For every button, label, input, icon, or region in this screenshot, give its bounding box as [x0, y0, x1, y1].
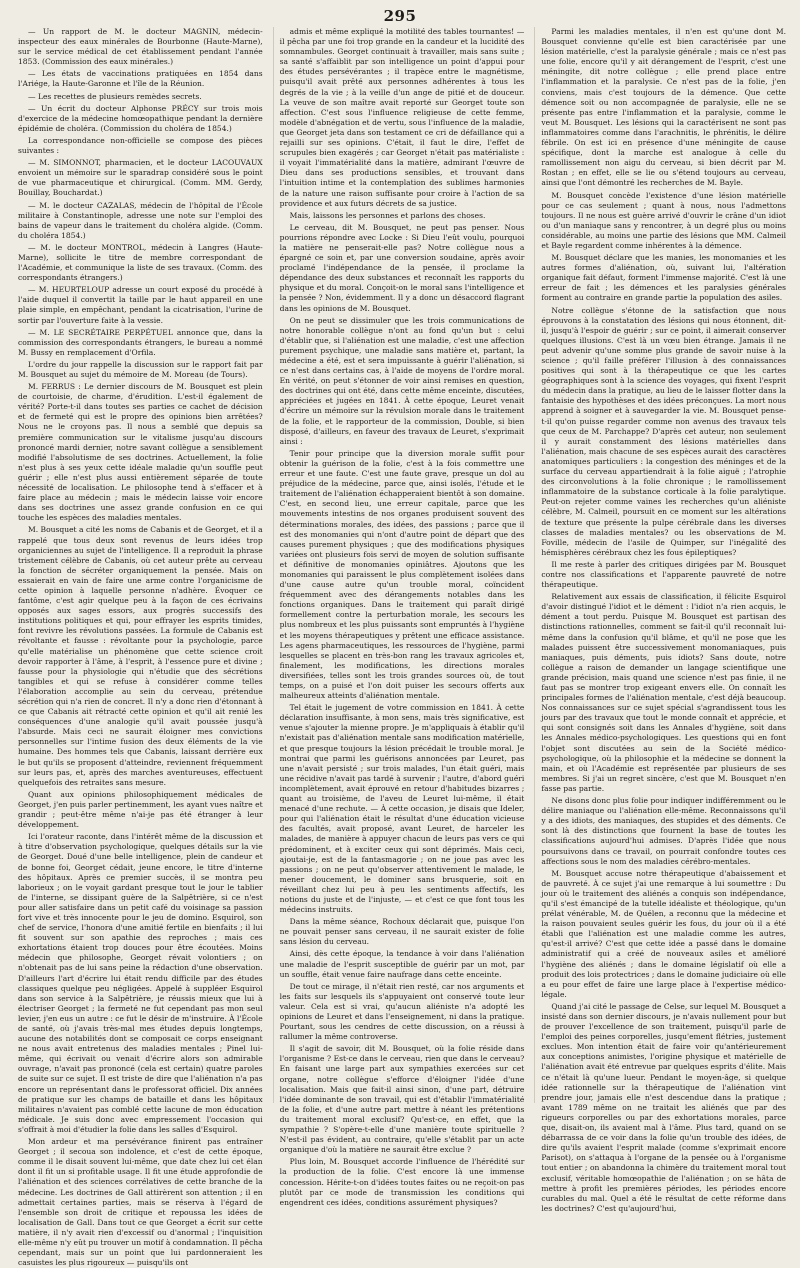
paragraph: On ne peut se dissimuler que les trois communications de notre honorable collègue n'ont au fond qu'un but : celui d'établir que, si l'aliénation est une maladie, c'est une affection purement psychique, une maladie sans matière et, partant, la médecine a été, est et sera impuissante à guérir l'aliénation, si ce n'est dans certains cas, à l'aide de moyens de l'ordre moral. En vérité, on peut s'étonner de voir ainsi remises en question, des doctrines qui ont été, dans cette même enceinte, discutées, appréciées et jugées en 1841. À cette époque, Leuret venait d'écrire un mémoire sur la révulsion morale dans le traitement de la folie, et le rapporteur de la commission, Double, si bien disposé, d'ailleurs, en faveur des travaux de Leuret, s'exprimait ainsi : — [279, 315, 525, 446]
paragraph: Tel était le jugement de votre commission en 1841. À cette déclaration insuffisante, à mon sens, mais très significative, est venue s'ajouter la mienne propre. Je m'appliquais à établir qu'il n'existait pas d'aliénation mentale sans modification matérielle, et que presque toujours la lésion précédait le trouble moral. Je montrai que parmi les guérisons annoncées par Leuret, pas une n'avait persisté ; sur trois malades, l'un était guéri, mais une récidive n'avait pas tardé à survenir ; l'autre, d'abord guéri incomplètement, avait éprouvé en retour d'habitudes bizarres ; quant au troisième, de l'aveu de Leuret lui-même, il était menacé d'une rechute. — À cette occasion, je disais que Ideler, pour qui l'aliénation était le résultat d'une éducation vicieuse des facultés, avait proposé, avant Leuret, de harceler les malades, de manière à appuyer chacun de leurs pas vers ce qui prédominent, et à exciter ceux qui sont déprimés. Mais ceci, ajoutai-je, est de la fantasmagorie ; on ne joue pas avec les passions ; on ne peut qu'observer attentivement le malade, le mener doucement, le dominer sans brusquerie, soit en réveillant chez lui peu à peu les sentiments affectifs, les notions du juste et de l'injuste, — et c'est ce que font tous les médecins instruits. — [279, 703, 525, 915]
paragraph: — Un rapport de M. le docteur MAGNIN, médecin-inspecteur des eaux minérales de Bourbonne (Haute-Marne), sur le service médical de cet établissement pendant l'année 1853. (Commission des eaux minérales.) — [18, 27, 263, 67]
paragraph: De tout ce mirage, il n'était rien resté, car nos arguments et les faits sur lesquels ils s'appuyaient ont conservé toute leur valeur. Cela est si vrai, qu'aucun aliéniste n'a adopté les opinions de Leuret et dans l'enseignement, ni dans la pratique. Pourtant, sous les cendres de cette discussion, on a réussi à rallumer la même controverse. — [279, 981, 525, 1042]
paragraph: Relativement aux essais de classification, il félicite Esquirol d'avoir distingué l'idiot et le dément : l'idiot n'a rien acquis, le dément a tout perdu. Puisque M. Bousquet est partisan des distinctions rationnelles, comment se fait-il qu'il reconnaît lui-même dans la confusion qu'il blâme, et qu'il ne pose que les malades puissent être successivement monomaniaques, puis maniaques, puis déments, puis idiots? Sans doute, notre collègue a raison de demander un langage scientifique une grande précision, mais quand une science n'est pas finie, il ne faut pas se montrer trop exigeant envers elle. On connaît les principales formes de l'aliénation mentale, c'est déjà beaucoup. Nos connaissances sur ce sujet spécial s'agrandissent tous les jours par des travaux que tout le monde connaît et apprécie, et qui sont consignés soit dans les Annales d'hygiène, soit dans les Annales médico-psychologiques. Les questions qui en font l'objet sont discutées au sein de la Société médico-psychologique, où la philosophie et la médecine se donnent la main, et où l'Académie est représentée par plusieurs de ses membres. Si j'ai un regret sincère, c'est que M. Bousquet n'en fasse pas partie. — [541, 592, 787, 793]
paragraph: Mon ardeur et ma persévérance finirent pas entraîner Georget ; il secoua son indolence, et c'est de cette époque, comme il le disait souvent lui-même, que date chez lui cet élan dont il fit un si profitable usage. Il fit une étude approfondie de l'aliénation et des sciences corrélatives de cette branche de la médecine. Les doctrines de Gall attirèrent son attention ; il en admettait certaines parties, mais se réserva à l'égard de l'ensemble son droit de critique et repoussa les idées de localisation de Gall. Dans tout ce que Georget a écrit sur cette matière, il n'y avait rien d'excessif ou d'anormal ; l'inquisition elle-même n'y eût pu trouver un motif à condamnation. Il pêcha cependant, mais sur un point que lui pardonneraient les casuistes les plus rigoureux — puisqu'ils ont — [18, 1137, 263, 1268]
paragraph: La correspondance non-officielle se compose des pièces suivantes : — [18, 135, 263, 156]
paragraph: Quant aux opinions philosophiquement médicales de Georget, j'en puis parler pertinemment, les ayant vues naître et grandir ; peut-être même n'ai-je pas été étranger à leur développement. — [18, 789, 263, 830]
paragraph: Ainsi, dès cette époque, la tendance à voir dans l'aliénation une maladie de l'esprit susceptible de guérir par un mot, par un souffle, était venue faire naufrage dans cette enceinte. — [279, 949, 525, 979]
paragraph: M. Bousquet a cité les noms de Cabanis et de Georget, et il a rappelé que tous deux sont revenus de leurs idées trop organiciennes au sujet de l'intelligence. Il a reproduit la phrase tristement célèbre de Cabanis, où cet auteur prête au cerveau la fonction de sécréter organiquement la pensée. Mais on essaierait en vain de faire une arme contre l'organicisme de cette opinion à laquelle personne n'adhère. Évoquer ce fantôme, c'est agir quelque peu à la façon de ces écrivains opposés aux sages essors, aux progrès successifs des institutions politiques et qui, pour effrayer les esprits timides, font revivre les révolutions passées. La formule de Cabanis est révoltante et fausse : révoltante pour la psychologie, parce qu'elle matérialise un phénomène que cette science croit devoir rapporter à l'âme, à l'esprit, à l'essence pure et divine ; fausse pour la physiologie qui n'étudie que des sécrétions tangibles et qui se refuse à considérer comme telles l'élaboration accomplie au sein du cerveau, prétendue sécrétion qui n'a rien de concret. Il n'y a donc rien d'étonnant à ce que Cabanis ait rétracté cette opinion et qu'il ait renié les conséquences d'une analogie qu'il avait poussée jusqu'à l'absurde. Mais ceci ne saurait éloigner mes convictions personnelles sur l'intime fusion des deux éléments de la vie humaine. Des hommes tels que Cabanis, laissant derrière eux le but qu'ils se proposent d'atteindre, reviennent fréquemment sur leurs pas, et, après des marches aventureuses, effectuent quelquefois des retraites sans mesure. — [18, 525, 263, 787]
paragraph: — M. le docteur CAZALAS, médecin de l'hôpital de l'École militaire à Constantinople, adresse une note sur l'emploi des bains de vapeur dans le traitement du choléra algide. (Comm. du choléra 1854.) — [18, 200, 263, 240]
paragraph: Quand j'ai cité le passage de Celse, sur lequel M. Bousquet a insisté dans son dernier discours, je n'avais nullement pour but de prouver l'excellence de son traitement, puisqu'il parle de l'emploi des peines corporelles, jusqu'ement flétries, justement exclues. Mon intention était de faire voir qu'antérieurement aux conceptions animistes, l'origine physique et matérielle de l'aliénation avait été entrevue par quelques esprits d'élite. Mais ce n'était là qu'une lueur. Pendant le moyen-âge, si quelque idée rationnelle sur la thérapeutique de l'aliénation vint prendre jour, jamais elle n'est descendue dans la pratique ; avant 1789 même on ne traitait les aliénés que par des rigueurs corporelles ou par des exhortations morales, parce que, disait-on, ils avaient mal à l'âme. Plus tard, quand on se débarrassa de ce voir dans la folie qu'un trouble des idées, de dire qu'ils avaient l'esprit malade (comme s'exprimait encore Parisot), on s'attaqua à l'organe de la pensée ou à l'organisme tout entier ; on abandonna la chimère du traitement moral tout exclusif, véritable homœopathie de l'aliénation ; on se hâta de mettre à profit les premières périodes, les périodes encore curables du mal. Quel a été le résultat de cette réforme dans les doctrines? C'est qu'aujourd'hui, — [541, 1001, 787, 1213]
paragraph: — M. SIMONNOT, pharmacien, et le docteur LACOUVAUX envoient un mémoire sur le sparadrap considéré sous le point de vue pharmaceutique et chirurgical. (Comm. MM. Gerdy, Bouillay, Bouchardat.) — [18, 158, 263, 198]
column-middle — [273, 27, 525, 1207]
paragraph: Dans la même séance, Rochoux déclarait que, puisque l'on ne pouvait penser sans cerveau, il ne saurait exister de folie sans lésion du cerveau. — [279, 917, 525, 947]
paragraph: Mais, laissons les personnes et parlons des choses. — [289, 210, 486, 220]
column-right — [534, 27, 787, 1213]
paragraph: Notre collègue s'étonne de la satisfaction que nous éprouvons à la constatation des lésions qui nous étonnent, dit-il, jusqu'à l'espoir de guérir ; sur ce point, il aimerait conserver quelques illusions. C'est là un vœu bien étrange. Jamais il ne peut advenir qu'une somme plus grande de savoir nuise à la science ; qu'il faille préférer l'illusion à des connaissances positives qui sont à la thérapeutique ce que les cartes géographiques sont à la science des voyages, qui fixent l'esprit du médecin dans la pratique, au lieu de le laisser flotter dans la fantaisie des hypothèses et des idées préconçues. La mort nous apprend à soigner et à sauvegarder la vie. M. Bousquet pense-t-il qu'on puisse regarder comme non avenus des travaux tels que ceux de M. Parchappe? D'après cet auteur, non seulement il y aurait constamment des lésions matérielles dans l'aliénation, mais chacune de ses espèces aurait des caractères anatomiques particuliers : la congestion des méninges et de la surface du cerveau appartiendrait à la folie aiguë ; l'atrophie des circonvolutions à la folie chronique ; le ramollissement inflammatoire de la substance corticale à la folie paralytique. Peut-on rejeter comme vaines les recherches qu'un aliéniste célèbre, M. Calmeil, poursuit en ce moment sur les altérations de texture que présente la pulpe cérébrale dans les diverses classes de maladies mentales? ou les observations de M. Foville, médecin de l'asile de Quimper, sur l'inégalité des hémisphères cérébraux chez les fous épileptiques? — [541, 305, 787, 557]
column-left — [18, 27, 263, 1268]
paragraph: M. Bousquet accuse notre thérapeutique d'abaissement et de pauvreté. À ce sujet j'ai une remarque à lui soumettre : Du jour où le traitement des aliénés a conquis son indépendance, qu'il s'est émancipé de la tutelle idéaliste et théologique, qu'un prélat vénérable, M. de Quélen, a reconnu que la médecine et la raison pouvaient seules guérir les fous, du jour où il a été établi que l'aliénation est une maladie comme les autres, qu'est-il arrivé? C'est que cette idée a passé dans le domaine administratif qui a créé de nouveaux asiles et amélioré l'hygiène des aliénés ; dans le domaine législatif où elle a produit des lois protectrices ; dans le domaine judiciaire où elle a eu pour effet de faire une large place à l'expertise médico-légale. — [541, 868, 787, 999]
paragraph: Plus loin, M. Bousquet accorde l'influence de l'hérédité sur la production de la folie. C'est encore là une immense concession. Hérite-t-on d'idées toutes faites ou ne reçoit-on pas plutôt par ce mode de transmission les conditions qui engendrent ces idées, conditions assurément physiques? — [279, 1157, 525, 1207]
paragraph: Le cerveau, dit M. Bousquet, ne peut pas penser. Nous pourrions répondre avec Locke : Si Dieu l'eût voulu, pourquoi la matière ne penserait-elle pas? Notre collègue nous a épargné ce soin et, par une conversion soudaine, après avoir proclamé l'indépendance de la pensée, il proclame la dépendance des deux substances et reconnaît les rapports du physique et du moral. Conçoit-on le moral sans l'intelligence et la pensée ? Non, évidemment. Il y a donc un désaccord flagrant dans les opinions de M. Bousquet. — [279, 222, 525, 313]
paragraph: — Un écrit du docteur Alphonse PRÉCY sur trois mois d'exercice de la médecine homœopathique pendant la dernière épidémie de choléra. (Commission du choléra de 1854.) — [18, 103, 263, 133]
paragraph: — Les recettes de plusieurs remèdes secrets. — [28, 91, 202, 101]
paragraph: Ici l'orateur raconte, dans l'intérêt même de la discussion et à titre d'observation psychologique, quelques détails sur la vie de Georget. Doué d'une belle intelligence, plein de candeur et de bonne foi, Georget cédait, jeune encore, le titre d'interne des hôpitaux. Après ce premier succès, il se montra peu laborieux ; on le voyait gardant presque tout le jour le tablier de l'interne, se dissipant guère de la Salpêtrière, si ce n'est pour aller satisfaire dans un petit café du voisinage sa passion fort vive et très innocente pour le jeu de domino. Esquirol, son chef de service, l'honora d'une amitié fertile en bienfaits ; il lui fit souvent sur son apathie des reproches ; mais ces exhortations étaient trop douces pour être écoutées. Moins médecin que philosophe, Georget révait volontiers ; on n'obtenait pas de lui sans peine la rédaction d'une observation. D'ailleurs l'art d'écrire lui était rendu difficile par des études classiques quelque peu négligées. Appelé à suppléer Esquirol dans son service à la Salpêtrière, je réussis mieux que lui à électriser Georget ; la fermeté ne fut cependant pas mon seul levier, j'en eus un autre : ce fut le désir de m'instruire. À l'École de santé, où j'avais très-mal mes études depuis longtemps, aucune des notabilités dont se composait ce corps enseignant ne nous avait entretenus des maladies mentales ; Pinel lui-même, qui écrivait ou venait d'écrire alors son admirable ouvrage, n'avait pas prononcé (cela est certain) quatre paroles de suite sur ce sujet. Il est triste de dire que l'aliénation n'a pas encore un représentant dans le professorat officiel. Dix années de pratique sur les champs de bataille et dans les hôpitaux militaires n'avaient pas comblé cette lacune de mon éducation médicale. Je suis donc avec empressement l'occasion qui s'offrait à moi d'étudier la folie dans les salles d'Esquirol. — [18, 832, 263, 1134]
paragraph: — Les états de vaccinations pratiquées en 1854 dans l'Ariége, la Haute-Garonne et l'île de la Réunion. — [18, 69, 263, 89]
paragraph: L'ordre du jour rappelle la discussion sur le rapport fait par M. Bousquet au sujet du mémoire de M. Moreau (de Tours). — [18, 359, 263, 379]
paragraph: — M. LE SECRÉTAIRE PERPÉTUEL annonce que, dans la commission des correspondants étrangers, le bureau a nommé M. Bussy en remplacement d'Orfila. — [18, 327, 263, 357]
paragraph: admis et même expliqué la motilité des tables tournantes! — il pêcha par une foi trop grande en la candeur et la lucidité des somnambules. Georget continuait à travailler, mais sans suite ; sa santé s'affaiblit par son intelligence un point d'appui pour des études persévérantes ; il trapèce entre le magnétisme, puisqu'il avait prêté aux personnes adhérentes à tous les degrés de la vie ; à la veille d'un ange de pitié et de douceur. La veuve de son maître avait reporté sur Georget toute son affection. C'est sous l'influence religieuse de cette femme, modèle d'abnégation et de vertu, sous l'influence de la maladie, que Georget jeta dans son testament ce cri de défaillance qui a rejailli sur ses opinions. C'était, il faut le dire, l'effet de scrupules bien exagérés ; car Georget n'était pas matérialiste : il voyait l'immatérialité dans la matière, admirant l'œuvre de Dieu dans ses productions sensibles, et trouvant dans l'intuition intime et la contemplation des sublimes harmonies de la nature une raison suffisante pour croire à l'action de sa providence et aux futurs décrets de sa justice. — [279, 27, 525, 208]
paragraph: Ne disons donc plus folie pour indiquer indifféremment ou le délire maniaque ou l'aliénation elle-même. Reconnaissons qu'il y a des idiots, des maniaques, des stupides et des déments. Ce sont là des distinctions que fournent la base de toutes les classifications aujourd'hui admises. D'après l'idée que nous poursuivons dans ce travail, on pourrait confondre toutes ces affections sous le nom des maladies cérébro-mentales. — [541, 796, 787, 866]
paragraph: M. FERRUS : Le dernier discours de M. Bousquet est plein de courtoisie, de charme, d'érudition. L'est-il également de vérité? Porte-t-il dans toutes ses parties ce cachet de décision et de fermeté qui est le propre des opinions bien arrêtées? Nous ne le croyons pas. Il nous a semblé que depuis sa première communication sur le vitalisme jusqu'au discours prononcé mardi dernier, notre savant collègue a sensiblement modifié l'absolutisme de ses doctrines. Actuellement, la folie n'est plus à ses yeux cette idéale maladie qu'un souffle peut guérir ; elle n'est plus aussi entièrement séparée de toute nécessité de localisation. Le philosophe tend à s'effacer et à faire place au médecin ; mais le médecin laisse voir encore dans ses doctrines une assez grande confusion en ce qui touche les espèces des maladies mentales. — [18, 382, 263, 523]
paragraph: Tenir pour principe que la diversion morale suffit pour obtenir la guérison de la folie, c'est à la fois commettre une erreur et une faute. C'est une faute grave, presque un dol au préjudice de la médecine, parce que, ainsi isolés, l'étude et le traitement de l'aliénation échapperaient bientôt à son domaine. C'est, en second lieu, une erreur capitale, parce que les mouvements intestins de nos organes produisent souvent des déterminations morales, des idées, des passions ; parce que il est des monomanies qui n'ont d'autre point de départ que des causes purement physiques ; que des modifications physiques variées ont plusieurs fois servi de moyen de solution suffisante et définitive de monomanies opiniâtres. Ajoutons que les monomanies qui paraissent le plus complètement isolées dans d'une cause autre qu'un trouble moral, coïncident fréquemment avec des dérangements notables dans les fonctions organiques. Dans le traitement qui paraît dirigé formellement contre la perturbation morale, les secours les plus nombreux et les plus puissants sont empruntés à l'hygiène et les moyens thérapeutiques y prêtent une efficace assistance. Les agens pharmaceutiques, les ressources de l'hygiène, parmi lesquelles se placent en très-bon rang les travaux agricoles et, finalement, les modifications, les directions morales diversifiées, telles sont les trois grandes sources où, de tout temps, on a puisé et l'on doit puiser les secours offerts aux malheureux atteints d'aliénation mentale. — [279, 448, 525, 701]
paragraph: M. Bousquet déclare que les manies, les monomanies et les autres formes d'aliénation, où, suivant lui, l'altération organique fait défaut, forment l'immense majorité. C'est là une erreur de fait ; les démences et les paralysies générales forment au contraire en grande partie la population des asiles. — [541, 253, 787, 303]
page-number: 295 — [383, 7, 417, 25]
paragraph: — M. HEURTELOUP adresse un court exposé du procédé à l'aide duquel il convertit la taille par le haut appareil en une plaie simple, en empêchant, pendant la cicatrisation, l'urine de sortir par l'ouverture faite à la vessie. — [18, 285, 263, 325]
paragraph: Parmi les maladies mentales, il n'en est qu'une dont M. Bousquet convienne qu'elle est bien caractérisée par une lésion matérielle, c'est la paralysie générale ; mais ce n'est pas une folie, encore qu'il y ait dérangement de l'esprit, c'est une méningite, dit notre collègue ; elle prend place entre l'inflammation et la paralysie. Ce n'est pas de la folie, j'en conviens, mais c'est toujours de la démence. Que cette démence soit ou non accompagnée de paralysie, elle ne se présente pas entre l'inflammation et la paralysie, comme le veut M. Bousquet. Les lésions qui la caractérisent ne sont pas inflammatoires comme dans l'arachnitis, le phrénitis, le délire fébrile. On est ici en présence d'une méningite de cause spécifique, dont la marche est analogue à celle du ramollissement non aigu du cerveau, si bien décrit par M. Rostan ; en effet, elle se lie ou s'étend toujours au cerveau, ainsi que l'ont démontré les recherches de M. Bayle. — [541, 27, 787, 188]
paragraph: M. Bousquet concède l'existence d'une lésion matérielle pour ce cas seulement ; quant à nous, nous l'admettons toujours. Il ne nous est guère arrivé d'ouvrir le crâne d'un idiot ou d'un maniaque sans y rencontrer, à un degré plus ou moins considérable, au moins une partie des lésions que MM. Calmeil et Bayle regardent comme inhérentes à la démence. — [541, 190, 787, 250]
paragraph: — M. le docteur MONTROL, médecin à Langres (Haute-Marne), sollicite le titre de membre correspondant de l'Académie, et communique la liste de ses travaux. (Comm. des correspondants étrangers.) — [18, 242, 263, 283]
article-body — [18, 27, 787, 1268]
paragraph: Il me reste à parler des critiques dirigées par M. Bousquet contre nos classifications et l'apparente pauvreté de notre thérapeutique. — [541, 559, 787, 590]
paragraph: Il s'agit de savoir, dit M. Bousquet, où la folie réside dans l'organisme ? Est-ce dans le cerveau, rien que dans le cerveau? En faisant une large part aux sympathies exercées sur cet organe, notre collègue s'efforce d'éloigner l'idée d'une localisation. Mais que fait-il ainsi sinon, d'une part, détruire l'idée dominante de son travail, qui est d'établir l'immatérialité de la folie, et d'une autre part mettre à néant les prétentions du traitement moral exclusif? Qu'est-ce, en effet, que la sympathie ? S'opère-t-elle d'une manière toute spirituelle ? N'est-il pas évident, au contraire, qu'elle s'établit par un acte organique d'où la matière ne saurait être exclue ? — [279, 1044, 525, 1155]
